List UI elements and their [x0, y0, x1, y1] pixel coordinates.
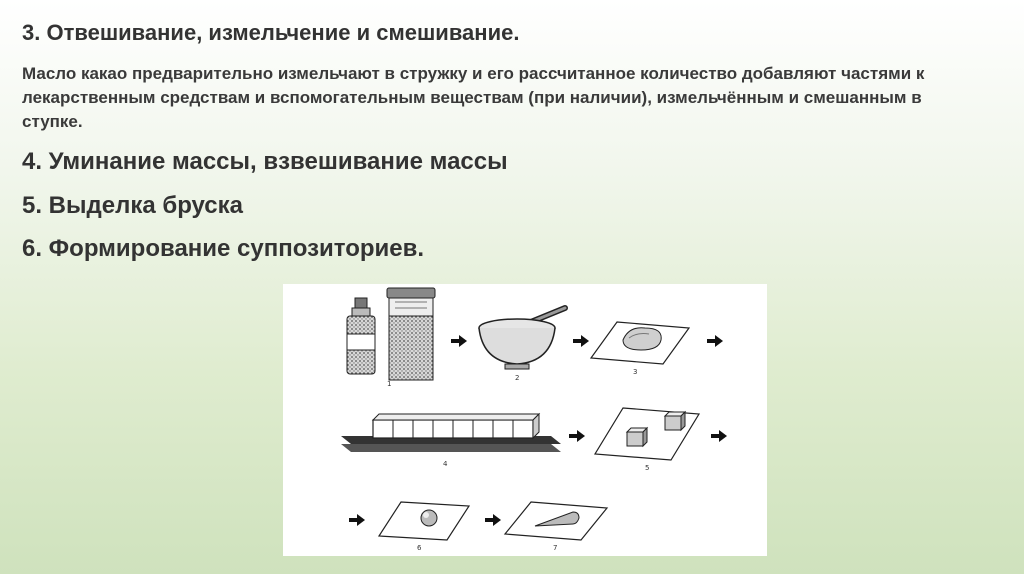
process-illustration	[283, 284, 767, 556]
step-5: 5. Выделка бруска	[22, 192, 243, 219]
step-6: 6. Формирование суппозиториев.	[22, 235, 425, 262]
sheet-with-ball-icon	[379, 502, 469, 540]
arrow-3-icon	[707, 335, 723, 347]
figure-label-7: 7	[553, 544, 558, 552]
figure-label-5: 5	[645, 464, 650, 472]
arrow-7-icon	[485, 514, 501, 526]
arrow-1-icon	[451, 335, 467, 347]
step-4: 4. Уминание массы, взвешивание массы	[22, 148, 508, 175]
arrow-6-icon	[349, 514, 365, 526]
sheet-with-mass-icon	[591, 322, 689, 364]
mortar-pestle-icon	[479, 308, 565, 369]
arrow-4-icon	[569, 430, 585, 442]
figure-label-3: 3	[633, 368, 638, 376]
arrow-5-icon	[711, 430, 727, 442]
sheet-with-suppository-icon	[505, 502, 607, 540]
figure-label-4: 4	[443, 460, 448, 468]
sheet-with-cubes-icon	[595, 408, 699, 460]
figure-label-1: 1	[387, 380, 392, 388]
pill-board-icon	[341, 414, 561, 452]
section-heading: 3. Отвешивание, измельчение и смешивание.	[22, 20, 520, 45]
description-paragraph: Масло какао предварительно измельчают в стружку и его рассчитанное количество добавляют частями к лекарственным средствам и вспомогательным веществам (при наличии), измельчённым и смешанным в ступке.	[22, 64, 925, 131]
figure-label-6: 6	[417, 544, 422, 552]
figure-label-2: 2	[515, 374, 520, 382]
bottles-icon	[347, 288, 435, 380]
arrow-2-icon	[573, 335, 589, 347]
